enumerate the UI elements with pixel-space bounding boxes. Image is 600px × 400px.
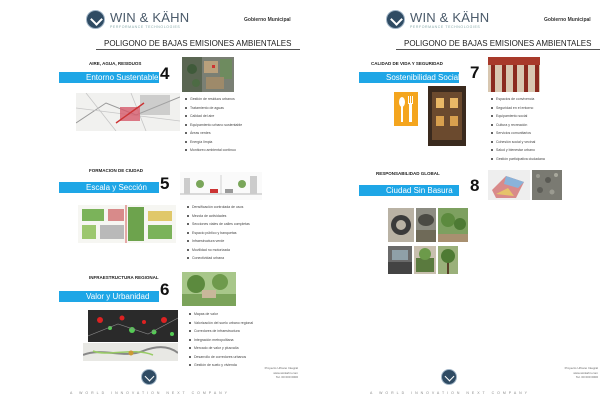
section-6-label: INFRAESTRUCTURA REGIONAL bbox=[89, 275, 159, 280]
section-4-map bbox=[76, 93, 180, 131]
section-4-bullets bbox=[185, 95, 242, 155]
section-5-title: Escala y Sección bbox=[59, 182, 159, 193]
list-item: Espacios de convivencia bbox=[491, 95, 545, 104]
list-item: Equipamiento social bbox=[491, 112, 545, 121]
brand-subtitle: PERFORMANCE TECHNOLOGIES bbox=[110, 25, 181, 29]
section-5-plan bbox=[78, 205, 176, 243]
gov-label: Gobierno Municipal bbox=[544, 17, 591, 23]
section-7-number: 7 bbox=[470, 63, 480, 82]
section-4-label: AIRE, AGUA, RESIDUOS bbox=[89, 61, 142, 66]
section-8-photo-tree bbox=[438, 246, 458, 274]
list-item: Conectividad urbana bbox=[187, 254, 250, 263]
gov-label: Gobierno Municipal bbox=[244, 17, 291, 23]
list-item: Energía limpia bbox=[185, 138, 242, 147]
list-item: Gestión de residuos urbanos bbox=[185, 95, 242, 104]
list-item: Integración metropolitana bbox=[189, 336, 253, 345]
section-5-number: 5 bbox=[160, 174, 170, 193]
list-item: Gestión participativa ciudadana bbox=[491, 155, 545, 164]
list-item: Espacio público y banquetas bbox=[187, 229, 250, 238]
section-6-value-map bbox=[88, 310, 178, 342]
list-item: Monitoreo ambiental continuo bbox=[185, 146, 242, 155]
footer-tagline: A WORLD INNOVATION NEXT COMPANY bbox=[69, 391, 231, 395]
logo-icon bbox=[386, 10, 405, 29]
section-8-photo-garden bbox=[438, 208, 468, 242]
section-4-title: Entorno Sustentable bbox=[59, 72, 159, 83]
section-6-bullets bbox=[189, 310, 253, 370]
section-6-number: 6 bbox=[160, 280, 170, 299]
list-item: Mapas de valor bbox=[189, 310, 253, 319]
section-6-title: Valor y Urbanidad bbox=[59, 291, 159, 302]
logo-icon bbox=[86, 10, 105, 29]
section-8-number: 8 bbox=[470, 176, 480, 195]
section-8-photo-street bbox=[388, 246, 412, 274]
list-item: Salud y bienestar urbano bbox=[491, 146, 545, 155]
title-divider bbox=[396, 49, 600, 50]
list-item: Desarrollo de corredores urbanos bbox=[189, 353, 253, 362]
title-divider bbox=[96, 49, 300, 50]
list-item: Densificación controlada de usos bbox=[187, 203, 250, 212]
section-6-corridor-map bbox=[83, 343, 178, 361]
section-5-label: FORMACION DE CIUDAD bbox=[89, 168, 143, 173]
page-right bbox=[300, 0, 600, 400]
list-item: Servicios comunitarios bbox=[491, 129, 545, 138]
section-5-bullets bbox=[187, 203, 250, 263]
page-title: POLIGONO DE BAJAS EMISIONES AMBIENTALES bbox=[104, 39, 292, 48]
brand-subtitle: PERFORMANCE TECHNOLOGIES bbox=[410, 25, 481, 29]
list-item: Movilidad no motorizada bbox=[187, 246, 250, 255]
section-7-bullets bbox=[491, 95, 545, 163]
section-4-number: 4 bbox=[160, 64, 170, 83]
section-6-photo-park bbox=[182, 272, 236, 306]
section-8-title: Ciudad Sin Basura bbox=[359, 185, 459, 196]
list-item: Valorización del suelo urbano regional bbox=[189, 319, 253, 328]
footer-info: Proyecto Urbano Integral www.winkahn.com Tel. 00 000 0000 bbox=[264, 366, 298, 379]
list-item: Equipamiento urbano sustentable bbox=[185, 121, 242, 130]
list-item: Cultura y recreación bbox=[491, 121, 545, 130]
list-item: Tratamiento de aguas bbox=[185, 104, 242, 113]
list-item: Cohesión social y vecinal bbox=[491, 138, 545, 147]
section-7-title: Sostenibilidad Social bbox=[359, 72, 459, 83]
footer-tagline: A WORLD INNOVATION NEXT COMPANY bbox=[369, 391, 531, 395]
section-7-label: CALIDAD DE VIDA Y SEGURIDAD bbox=[371, 61, 443, 66]
section-8-photo-tire bbox=[388, 208, 414, 242]
section-5-street-section bbox=[180, 172, 262, 200]
list-item: Seguridad en el entorno bbox=[491, 104, 545, 113]
section-8-caption-strip bbox=[364, 201, 468, 205]
section-8-photo-pipe bbox=[416, 208, 436, 242]
brand-name: WIN & KÄHN bbox=[110, 10, 190, 25]
list-item: Áreas verdes bbox=[185, 129, 242, 138]
section-7-photo-building bbox=[488, 57, 540, 92]
section-7-photo-facade bbox=[428, 86, 466, 146]
footer-logo-icon bbox=[441, 369, 457, 385]
section-8-label: RESPONSABILIDAD GLOBAL bbox=[376, 171, 440, 176]
list-item: Calidad del aire bbox=[185, 112, 242, 121]
section-8-photo-aggregate bbox=[532, 170, 562, 200]
list-item: Secciones viales de calles completas bbox=[187, 220, 250, 229]
section-8-map bbox=[488, 170, 530, 200]
section-4-photo-aerial bbox=[182, 57, 234, 92]
cutlery-icon bbox=[394, 92, 418, 126]
page-title: POLIGONO DE BAJAS EMISIONES AMBIENTALES bbox=[404, 39, 592, 48]
footer-logo-icon bbox=[141, 369, 157, 385]
list-item: Infraestructura verde bbox=[187, 237, 250, 246]
brand-name: WIN & KÄHN bbox=[410, 10, 490, 25]
section-8-photo-planter bbox=[414, 246, 436, 274]
footer-info: Proyecto Urbano Integral www.winkahn.com Tel. 00 000 0000 bbox=[564, 366, 598, 379]
list-item: Corredores de infraestructura bbox=[189, 327, 253, 336]
list-item: Mezcla de actividades bbox=[187, 212, 250, 221]
list-item: Gestión de suelo y vivienda bbox=[189, 361, 253, 370]
list-item: Mercado de valor y plusvalía bbox=[189, 344, 253, 353]
